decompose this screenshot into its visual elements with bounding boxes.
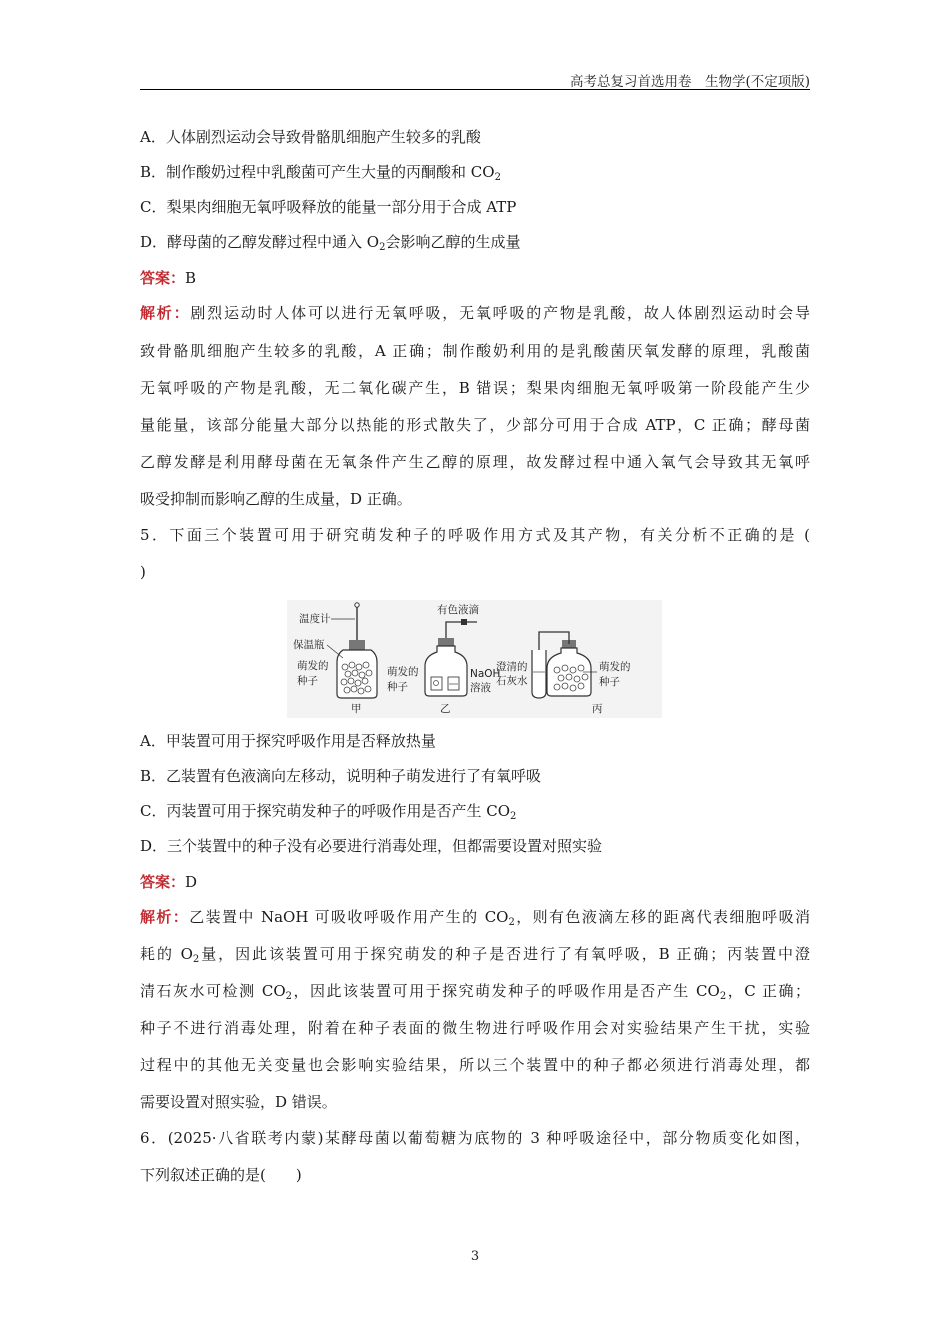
limewater-tube-icon (532, 650, 546, 698)
q6-stem-2: 下列叙述正确的是( ) (140, 1166, 302, 1184)
q5-analysis-line-5: 过程中的其他无关变量也会影响实验结果，所以三个装置中的种子都必须进行消毒处理，都 (140, 1056, 810, 1074)
colored-droplet-icon (461, 619, 467, 625)
q5-option-d: D．三个装置中的种子没有必要进行消毒处理，但都需要设置对照实验 (140, 837, 603, 855)
label-thermometer: 温度计 (299, 613, 331, 625)
q6-stem: 6．(2025·八省联考内蒙)某酵母菌以葡萄糖为底物的 3 种呼吸途径中，部分物质变化如图， (140, 1129, 810, 1147)
q5-option-b: B．乙装置有色液滴向左移动，说明种子萌发进行了有氧呼吸 (140, 767, 542, 785)
q5-analysis-line-4: 种子不进行消毒处理，附着在种子表面的微生物进行呼吸作用会对实验结果产生干扰，实验 (140, 1019, 810, 1037)
flask-stopper-icon-yi (438, 638, 454, 646)
q4-analysis-line-3: 无氧呼吸的产物是乳酸，无二氧化碳产生，B 错误；梨果肉细胞无氧呼吸第一阶段能产生少 (140, 379, 810, 397)
label-seeds-yi-2: 种子 (387, 681, 408, 693)
label-seeds-jia-2: 种子 (297, 675, 318, 687)
q5-stem: 5．下面三个装置可用于研究萌发种子的呼吸作用方式及其产物，有关分析不正确的是 ( (140, 526, 810, 544)
running-header: 高考总复习首选用卷 生物学(不定项版) (569, 74, 810, 90)
seed-icon (434, 681, 439, 686)
label-limewater: 澄清的 (496, 661, 528, 673)
q5-analysis-line-2: 耗的 $O_2$量，因此该装置可用于探究萌发的种子是否进行了有氧呼吸，B 正确；丙装置中澄 (140, 945, 810, 965)
q5-answer: 答案：D (140, 873, 198, 891)
q5-option-c: C．丙装置可用于探究萌发种子的呼吸作用是否产生 $CO_2$ (140, 802, 517, 822)
q4-analysis-line-6: 吸受抑制而影响乙醇的生成量，D 正确。 (140, 490, 412, 508)
q4-analysis-line-5: 乙醇发酵是利用酵母菌在无氧条件产生乙醇的原理，故发酵过程中通入氧气会导致其无氧呼 (140, 453, 810, 471)
q4-option-a: A．人体剧烈运动会导致骨骼肌细胞产生较多的乳酸 (140, 128, 481, 146)
q5-stem-bracket: ) (140, 563, 146, 581)
label-thermos: 保温瓶 (293, 639, 325, 651)
label-seeds-bing-2: 种子 (599, 676, 620, 688)
q4-analysis-line-4: 量能量，该部分能量大部分以热能的形式散失了，少部分可用于合成 ATP，C 正确；酵母菌 (140, 416, 810, 434)
q5-apparatus-figure (287, 600, 662, 718)
label-solution: 溶液 (470, 682, 491, 694)
label-jia: 甲 (351, 703, 362, 715)
label-bing: 丙 (592, 703, 603, 715)
seeds-icon-bing (554, 665, 588, 691)
q4-option-b: B．制作酸奶过程中乳酸菌可产生大量的丙酮酸和 $CO_2$ (140, 163, 501, 183)
label-seeds-yi: 萌发的 (387, 666, 419, 678)
label-seeds-jia: 萌发的 (297, 660, 329, 672)
header-rule (140, 89, 810, 90)
q4-option-d: D．酵母菌的乙醇发酵过程中通入 $O_2$会影响乙醇的生成量 (140, 233, 521, 253)
label-seeds-bing: 萌发的 (599, 661, 631, 673)
q4-option-c: C．梨果肉细胞无氧呼吸释放的能量一部分用于合成 ATP (140, 198, 517, 216)
page-number: 3 (470, 1249, 480, 1264)
label-limewater-2: 石灰水 (496, 675, 528, 687)
label-yi: 乙 (440, 703, 451, 715)
q4-analysis-line-1: 解析：剧烈运动时人体可以进行无氧呼吸，无氧呼吸的产物是乳酸，故人体剧烈运动时会导 (140, 304, 810, 322)
q5-analysis-line-1: 解析：乙装置中 NaOH 可吸收呼吸作用产生的 $CO_2$，则有色液滴左移的距离代表细胞呼吸消 (140, 908, 810, 928)
q5-analysis-line-6: 需要设置对照实验，D 错误。 (140, 1093, 337, 1111)
q4-answer: 答案：B (140, 269, 197, 287)
q5-analysis-line-3: 清石灰水可检测 $CO_2$，因此该装置可用于探究萌发种子的呼吸作用是否产生 $CO_2$，C 正确； (140, 982, 811, 1002)
q5-option-a: A．甲装置可用于探究呼吸作用是否释放热量 (140, 732, 436, 750)
label-droplet: 有色液滴 (437, 604, 479, 616)
thermometer-bulb-icon (355, 603, 359, 607)
label-naoh: NaOH (470, 668, 501, 680)
flask-stopper-icon (349, 640, 365, 650)
q4-analysis-line-2: 致骨骼肌细胞产生较多的乳酸，A 正确；制作酸奶利用的是乳酸菌厌氧发酵的原理，乳酸菌 (140, 342, 810, 360)
naoh-cup-icon (448, 677, 459, 690)
